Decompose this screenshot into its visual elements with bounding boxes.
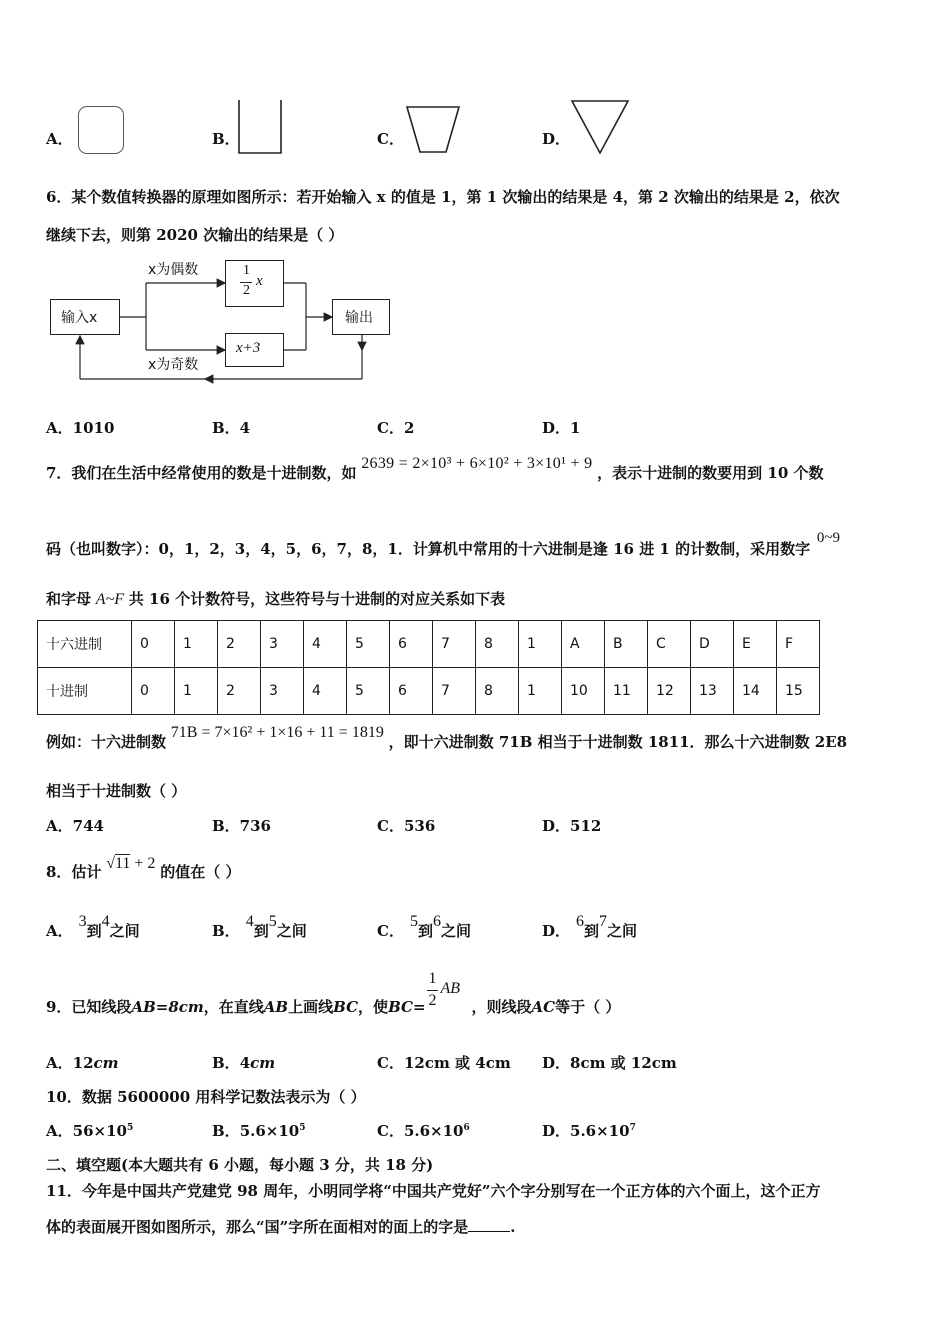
q8-post: 的值在（ ） (160, 863, 241, 881)
q6-half-box (225, 260, 284, 307)
q8-option-d-from: 6 (576, 913, 585, 930)
q8-option-a-letter: A． (46, 922, 73, 940)
q6-output-text: 输出 (345, 310, 373, 326)
table-head-decimal: 十进制 (38, 668, 132, 715)
q9-option-c-letter: C． (377, 1054, 404, 1072)
q9-option-b-unit: cm (250, 1054, 276, 1072)
table-cell: 1 (519, 621, 562, 668)
q8-option-c-letter: C． (377, 922, 404, 940)
table-cell: C (648, 621, 691, 668)
q9-option-a-value: 12 (72, 1054, 94, 1072)
q9-ab: AB (263, 998, 289, 1016)
q8-question (46, 855, 241, 882)
q7-line1 (46, 455, 824, 483)
q10-option-b-mantissa: 5.6×10 (239, 1122, 300, 1140)
table-cell: F (777, 621, 820, 668)
table-cell: 7 (433, 621, 476, 668)
q9-frac-num: 1 (428, 970, 437, 987)
q5-option-d-label: D． (542, 130, 571, 148)
q5-option-a-shape (78, 106, 124, 154)
q11-line2-post: . (510, 1218, 516, 1236)
q11-line2-pre: 体的表面展开图如图所示，那么“国”字所在面相对的面上的字是 (46, 1218, 469, 1236)
q8-pre: 8．估计 (46, 863, 102, 881)
q10-option-d (542, 1120, 636, 1141)
q6-half-denominator: 2 (243, 283, 250, 298)
table-cell: 6 (390, 621, 433, 668)
q11-answer-blank (468, 1217, 510, 1232)
q9-option-b-value: 4 (239, 1054, 251, 1072)
table-cell: 1 (175, 668, 218, 715)
q9-fraction-bar (427, 990, 438, 991)
radical-sign-icon: √ (106, 855, 115, 872)
q10-option-c-exp: 6 (463, 1123, 470, 1133)
table-row-decimal (38, 668, 820, 715)
q11-line1: 11．今年是中国共产党建党 98 周年，小明同学将“中国共产党好”六个字分别写在一个正方体的六个面上，这个正方 (46, 1182, 821, 1200)
q8-to: 到 (417, 922, 433, 940)
q8-option-a-to: 4 (101, 913, 110, 930)
q6-half-numerator: 1 (243, 263, 250, 278)
table-cell: 0 (132, 668, 175, 715)
q9-option-d (542, 1052, 677, 1073)
q8-sqrt-expr (106, 855, 155, 872)
q8-option-a (46, 913, 140, 941)
q7-example-line (46, 724, 848, 752)
q10-option-d-exp: 7 (629, 1123, 636, 1133)
q10-option-b-letter: B． (212, 1122, 240, 1140)
q7-formula-2639: 2639 = 2×10³ + 6×10² + 3×10¹ + 9 (361, 455, 593, 472)
q7-example-post: ，即十六进制数 71B 相当于十进制数 1811．那么十六进制数 2E8 (388, 733, 848, 751)
q6-half-var: x (256, 273, 263, 289)
q8-option-b (212, 913, 307, 941)
q10-option-c-mantissa: 5.6×10 (403, 1122, 464, 1140)
q8-option-b-letter: B． (212, 922, 240, 940)
q7-line3-post: 共 16 个计数符号，这些符号与十进制的对应关系如下表 (128, 590, 506, 608)
q7-formula-71b: 71B = 7×16² + 1×16 + 11 = 1819 (170, 724, 384, 741)
q8-option-b-from: 4 (245, 913, 254, 930)
table-cell: 11 (605, 668, 648, 715)
q6-line2: 继续下去，则第 2020 次输出的结果是（ ） (46, 226, 344, 244)
table-cell: 5 (347, 621, 390, 668)
q7-option-a: A．744 (46, 817, 104, 835)
q9-frac-den: 2 (428, 992, 437, 1009)
q9-ab-eq: AB=8cm (131, 998, 204, 1016)
q9-mid: ，在直线 (203, 998, 264, 1016)
q9-fraction (426, 970, 472, 1012)
table-cell: 8 (476, 621, 519, 668)
table-cell: 15 (777, 668, 820, 715)
q9-option-b-letter: B． (212, 1054, 240, 1072)
q9-question (46, 970, 621, 1017)
q7-option-b: B．736 (212, 817, 271, 835)
q9-mid2: 上画线 (288, 998, 334, 1016)
q9-option-c-value: 12cm 或 4cm (403, 1054, 511, 1072)
q6-input-box (50, 299, 120, 335)
q8-between: 之间 (440, 922, 471, 940)
q5-option-b-shape (236, 98, 284, 156)
q9-ac: AC (531, 998, 556, 1016)
q7-line2-text: 码（也叫数字）：0，1，2，3，4，5，6，7，8，1．计算机中常用的十六进制是逢 16 进 1 的计数制，采用数字 (46, 540, 811, 558)
q9-option-d-value: 8cm 或 12cm (570, 1054, 677, 1072)
table-cell: A (562, 621, 605, 668)
q8-between: 之间 (276, 922, 307, 940)
table-cell: 4 (304, 668, 347, 715)
q6-even-label: x为偶数 (148, 262, 199, 278)
q8-between: 之间 (109, 922, 140, 940)
q10-option-d-mantissa: 5.6×10 (570, 1122, 630, 1140)
q6-option-d: D．1 (542, 419, 581, 437)
q9-option-d-letter: D． (542, 1054, 571, 1072)
q5-option-d-shape (569, 98, 631, 156)
q7-range-0-9: 0~9 (816, 530, 840, 546)
q9-option-a-letter: A． (46, 1054, 73, 1072)
q7-option-c: C．536 (377, 817, 436, 835)
q7-line5: 相当于十进制数（ ） (46, 782, 187, 800)
q10-option-d-letter: D． (542, 1122, 571, 1140)
q6-input-text: 输入x (61, 310, 98, 326)
table-cell: 12 (648, 668, 691, 715)
q8-plus-two: + 2 (134, 855, 156, 872)
q9-bc: BC (333, 998, 359, 1016)
q8-option-c-from: 5 (409, 913, 418, 930)
q9-option-c (377, 1052, 511, 1073)
q7-example-pre: 例如：十六进制数 (46, 733, 167, 751)
q10-question: 10．数据 5600000 用科学记数法表示为（ ） (46, 1088, 366, 1106)
q8-to: 到 (86, 922, 102, 940)
section-2-heading: 二、填空题(本大题共有 6 小题，每小题 3 分，共 18 分) (46, 1156, 434, 1174)
q11-line2 (46, 1216, 516, 1237)
q9-option-a (46, 1052, 119, 1073)
hex-decimal-table (37, 620, 820, 715)
q9-pre: 9．已知线段 (46, 998, 132, 1016)
q6-plus3-box (225, 333, 284, 367)
table-cell: 10 (562, 668, 605, 715)
q10-option-c-letter: C． (377, 1122, 404, 1140)
q10-option-a-letter: A． (46, 1122, 73, 1140)
table-cell: B (605, 621, 648, 668)
q8-between: 之间 (607, 922, 638, 940)
q9-option-b (212, 1052, 275, 1073)
table-cell: 2 (218, 668, 261, 715)
q8-radicand: 11 (115, 855, 131, 872)
table-cell: 8 (476, 668, 519, 715)
q6-line1: 6．某个数值转换器的原理如图所示：若开始输入 x 的值是 1，第 1 次输出的结果是 4，第 2 次输出的结果是 2，依次 (46, 188, 840, 206)
table-cell: 1 (519, 668, 562, 715)
q6-option-c: C．2 (377, 419, 415, 437)
q9-post1: ，则线段 (471, 998, 532, 1016)
table-cell: 14 (734, 668, 777, 715)
table-cell: 13 (691, 668, 734, 715)
table-cell: E (734, 621, 777, 668)
q10-option-a-exp: 5 (126, 1123, 134, 1133)
q9-bc-eq: BC= (388, 998, 426, 1016)
q8-option-c-to: 6 (432, 913, 441, 930)
table-cell: 7 (433, 668, 476, 715)
q8-option-b-to: 5 (268, 913, 277, 930)
q10-option-b-exp: 5 (299, 1123, 306, 1133)
q8-option-a-from: 3 (78, 913, 87, 930)
q7-line1-pre: 7．我们在生活中经常使用的数是十进制数，如 (46, 464, 357, 482)
q9-frac-var: AB (440, 980, 461, 997)
q7-option-d: D．512 (542, 817, 602, 835)
table-cell: 0 (132, 621, 175, 668)
table-cell: 2 (218, 621, 261, 668)
table-cell: 4 (304, 621, 347, 668)
q7-range-a-f: A~F (95, 591, 124, 608)
q9-option-a-unit: cm (93, 1054, 119, 1072)
table-row-hex (38, 621, 820, 668)
q5-option-c-shape (404, 104, 462, 156)
table-cell: 3 (261, 668, 304, 715)
q6-plus3-text: x+3 (236, 340, 261, 356)
q8-to: 到 (253, 922, 269, 940)
table-head-hex: 十六进制 (38, 621, 132, 668)
q5-option-b-label: B． (212, 130, 240, 148)
q8-to: 到 (584, 922, 600, 940)
q10-option-a (46, 1120, 133, 1141)
table-cell: 1 (175, 621, 218, 668)
q9-mid3: ，使 (358, 998, 389, 1016)
q6-option-b: B．4 (212, 419, 251, 437)
q10-option-c (377, 1120, 470, 1141)
q7-line2 (46, 530, 840, 559)
table-cell: 3 (261, 621, 304, 668)
q7-line3-pre: 和字母 (46, 590, 92, 608)
q7-line3 (46, 588, 505, 609)
q5-option-c-label: C． (377, 130, 404, 148)
table-cell: 6 (390, 668, 433, 715)
q5-option-a-label: A． (46, 130, 73, 148)
table-cell: D (691, 621, 734, 668)
q8-option-c (377, 913, 471, 941)
q10-option-b (212, 1120, 306, 1141)
q7-line1-post: ，表示十进制的数要用到 10 个数 (597, 464, 824, 482)
q9-post2: 等于（ ） (555, 998, 621, 1016)
q10-option-a-mantissa: 56×10 (72, 1122, 127, 1140)
q6-option-a: A．1010 (46, 419, 115, 437)
q8-option-d-to: 7 (599, 913, 608, 930)
q6-odd-label: x为奇数 (148, 357, 199, 373)
q6-output-box (332, 299, 390, 335)
table-cell: 5 (347, 668, 390, 715)
q8-option-d (542, 913, 638, 941)
q8-option-d-letter: D． (542, 922, 571, 940)
